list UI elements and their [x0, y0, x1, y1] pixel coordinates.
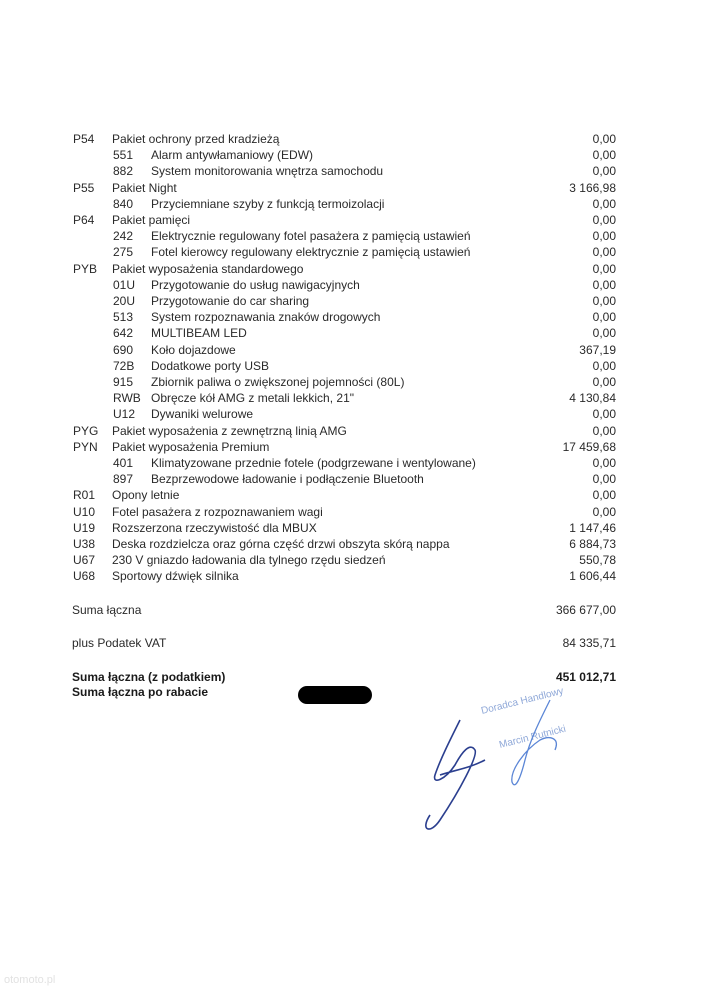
line-description: Deska rozdzielcza oraz górna część drzwi obszyta skórą nappa — [112, 537, 450, 551]
line-description: Pakiet pamięci — [112, 213, 191, 227]
line-code: 401 — [113, 456, 134, 470]
line-description: System rozpoznawania znaków drogowych — [151, 310, 381, 325]
line-description: Fotel pasażera z rozpoznawaniem wagi — [112, 504, 323, 519]
line-amount: 0,00 — [592, 277, 616, 292]
line-item — [0, 390, 707, 406]
line-item — [0, 374, 707, 390]
line-amount: 0,00 — [592, 164, 616, 179]
signature-mark-1 — [426, 720, 485, 829]
line-description: Sportowy dźwięk silnika — [112, 569, 239, 584]
line-item — [0, 423, 707, 439]
line-code: 642 — [113, 326, 134, 341]
line-amount: 0,00 — [592, 375, 616, 389]
line-description: Elektrycznie regulowany fotel pasażera z pamięcią ustawień — [151, 229, 471, 244]
line-amount: 0,00 — [592, 407, 616, 422]
total-row — [0, 602, 707, 618]
line-item — [0, 228, 707, 244]
line-amount: 0,00 — [592, 423, 616, 438]
line-item — [0, 536, 707, 552]
line-description: Dywaniki welurowe — [151, 407, 254, 422]
line-code: 20U — [113, 294, 136, 308]
line-item — [0, 131, 707, 147]
line-amount: 0,00 — [592, 132, 616, 146]
line-item — [0, 455, 707, 471]
line-item — [0, 163, 707, 179]
line-item — [0, 180, 707, 196]
line-description: Rozszerzona rzeczywistość dla MBUX — [112, 520, 317, 535]
line-item — [0, 358, 707, 374]
line-description: Alarm antywłamaniowy (EDW) — [151, 148, 314, 163]
line-code: 915 — [113, 375, 134, 389]
line-item — [0, 196, 707, 212]
line-code: U10 — [73, 504, 96, 519]
line-item — [0, 471, 707, 487]
line-description: Pakiet wyposażenia Premium — [112, 439, 270, 454]
line-item — [0, 325, 707, 341]
line-item — [0, 342, 707, 358]
line-description: System monitorowania wnętrza samochodu — [151, 164, 384, 179]
line-amount: 0,00 — [592, 472, 616, 487]
vat-amount: 84 335,71 — [562, 636, 616, 650]
line-code: PYN — [73, 439, 98, 454]
line-description: Obręcze kół AMG z metali lekkich, 21" — [151, 391, 354, 406]
line-description: Przyciemniane szyby z funkcją termoizolacji — [151, 196, 385, 211]
gross-row — [0, 669, 707, 685]
line-item — [0, 293, 707, 309]
line-description: 230 V gniazdo ładowania dla tylnego rzędu siedzeń — [112, 553, 386, 568]
redaction-bar — [298, 686, 372, 704]
line-code: 690 — [113, 342, 134, 357]
line-amount: 17 459,68 — [562, 439, 616, 454]
line-description: Klimatyzowane przednie fotele (podgrzewane i wentylowane) — [151, 456, 476, 470]
line-amount: 0,00 — [592, 488, 616, 503]
stamp-line1: Doradca Handlowy — [480, 685, 565, 717]
line-code: U19 — [73, 520, 96, 535]
line-amount: 367,19 — [579, 342, 616, 357]
line-amount: 6 884,73 — [569, 537, 616, 551]
line-amount: 0,00 — [592, 261, 616, 276]
line-amount: 0,00 — [592, 245, 616, 260]
line-amount: 0,00 — [592, 504, 616, 519]
total-label: Suma łączna — [72, 603, 142, 617]
line-description: Pakiet wyposażenia standardowego — [112, 261, 304, 276]
line-item — [0, 520, 707, 536]
gross-amount: 451 012,71 — [555, 670, 616, 684]
line-item — [0, 487, 707, 503]
line-description: Koło dojazdowe — [151, 342, 236, 357]
line-code: 513 — [113, 310, 134, 325]
line-code: 275 — [113, 245, 134, 260]
line-code: U12 — [113, 407, 136, 422]
line-code: 882 — [113, 164, 134, 179]
line-amount: 0,00 — [592, 148, 616, 163]
line-description: Przygotowanie do usług nawigacyjnych — [151, 277, 360, 292]
line-code: 01U — [113, 277, 136, 292]
line-description: Pakiet ochrony przed kradzieżą — [112, 132, 280, 146]
line-item — [0, 244, 707, 260]
line-code: R01 — [73, 488, 96, 503]
line-amount: 1 147,46 — [569, 520, 616, 535]
line-description: Pakiet wyposażenia z zewnętrzną linią AMG — [112, 423, 347, 438]
line-amount: 0,00 — [592, 310, 616, 325]
line-code: PYB — [73, 261, 98, 276]
line-code: P54 — [73, 132, 95, 146]
line-description: Zbiornik paliwa o zwiększonej pojemności (80L) — [151, 375, 405, 389]
total-amount: 366 677,00 — [555, 603, 616, 617]
line-item — [0, 309, 707, 325]
line-code: RWB — [113, 391, 141, 406]
line-amount: 550,78 — [579, 553, 616, 568]
line-description: Fotel kierowcy regulowany elektrycznie z pamięcią ustawień — [151, 245, 471, 260]
line-item — [0, 552, 707, 568]
line-amount: 4 130,84 — [569, 391, 616, 406]
line-amount: 0,00 — [592, 358, 616, 373]
stamp-line2: Marcin Rutnicki — [498, 723, 568, 751]
line-item — [0, 406, 707, 422]
line-code: U67 — [73, 553, 96, 568]
line-amount: 0,00 — [592, 229, 616, 244]
vat-label: plus Podatek VAT — [72, 636, 167, 650]
line-code: P55 — [73, 180, 95, 195]
line-item — [0, 147, 707, 163]
line-item — [0, 212, 707, 228]
line-item — [0, 261, 707, 277]
line-code: 72B — [113, 358, 135, 373]
line-description: Przygotowanie do car sharing — [151, 294, 310, 308]
line-description: Opony letnie — [112, 488, 180, 503]
line-description: MULTIBEAM LED — [151, 326, 247, 341]
line-description: Dodatkowe porty USB — [151, 358, 270, 373]
line-code: P64 — [73, 213, 95, 227]
line-amount: 0,00 — [592, 456, 616, 470]
line-code: U38 — [73, 537, 96, 551]
line-amount: 3 166,98 — [569, 180, 616, 195]
line-code: 897 — [113, 472, 134, 487]
watermark-text: otomoto.pl — [4, 974, 56, 986]
line-amount: 0,00 — [592, 326, 616, 341]
gross-label: Suma łączna (z podatkiem) — [72, 670, 226, 684]
line-item — [0, 439, 707, 455]
line-code: 840 — [113, 196, 134, 211]
line-item — [0, 568, 707, 584]
line-item — [0, 504, 707, 520]
line-code: 551 — [113, 148, 134, 163]
line-code: PYG — [73, 423, 99, 438]
signature-stamp — [400, 680, 600, 840]
line-amount: 0,00 — [592, 196, 616, 211]
vat-row — [0, 635, 707, 651]
line-amount: 0,00 — [592, 213, 616, 227]
line-description: Pakiet Night — [112, 180, 177, 195]
line-amount: 0,00 — [592, 294, 616, 308]
line-description: Bezprzewodowe ładowanie i podłączenie Bluetooth — [151, 472, 424, 487]
line-item — [0, 277, 707, 293]
discount-label: Suma łączna po rabacie — [72, 685, 209, 699]
line-code: U68 — [73, 569, 96, 584]
line-code: 242 — [113, 229, 134, 244]
line-amount: 1 606,44 — [569, 569, 616, 584]
